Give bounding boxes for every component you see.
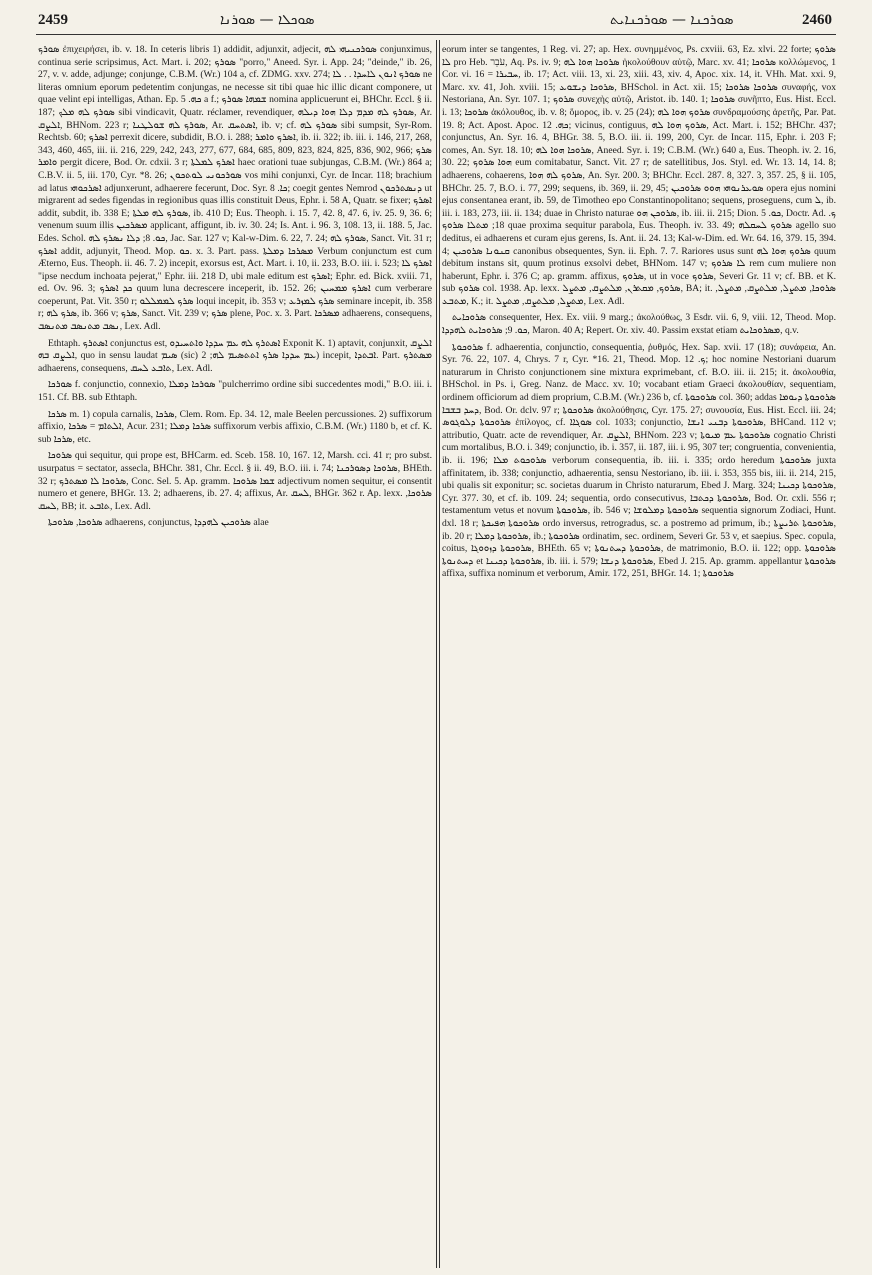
dictionary-entry: ܣܘܪܟܐ f. conjunctio, connexio, ܣܘܪܟܐ ܕܡܠܐ "pulcherrimo ordine sibi succedentes modi," B.O. iii. i. 151. Cf. BB. sub Ethtaph. bbox=[38, 379, 432, 404]
left-page-number: 2459 bbox=[38, 12, 68, 28]
dictionary-entry: ܣܪܘܟܘܬܐ f. adhaerentia, conjunctio, consequentia, ῥυθμός, Hex. Sap. xvii. 17 (18); συνάφεια, An. Syr. 76. 22, 107. 4, Chrys. 7 r, Cyr. *16. 21, Theod. Mop. ܟ. 12; hoc nomine Nestoriani duarum naturarum in Christo conjunctionem sine mixtura exprimebant, cf. B.O. iii. ii. 215; it. ἀκολουθία, BHSchol. in Ps. i, Greg. Nanz. de Macc. xv. 10; vocabant etiam Graeci ἀκολουθίαν, sequentiam, ordinem officiorum ad diem proprium, C.B.M. (Wr.) 236 b, cf. ܣܪܘܟܘܬܐ col. 360; addas ܣܪܘܟܘܬܐ ܕܝܘܡܐ ܕܚܕ ܒܫܒܐ, Bod. Or. dclv. 97 r; ܣܪܘܟܘܬܐ ἀκολούθησις, Cyr. 175. 27; συνουσία, Eus. Hist. Eccl. iii. 24; ܣܪܘܟܘܬܐ ܕܠܘܓܘܣ ἐπίλογος, cf. ܣܘܓܐܐ col. 1033; conjunctio, ܣܪܘܟܘܬܐ ܕܒܢܝ ܐܢܫܐ, BHCand. 112 v; attributio, Quatr. acte de revendiquer, Ar. ܐܠܨܩ, BHNom. 223 v; ܣܪܘܟܘܬܐ ܥܡ ܡܝܘܬܐ cognatio Christi cum mortalibus, B.O. i. 349; conjunctio, ib. i. 357, ii. 187, iii. i. 95, 307 ter; congruentia, convenientia, ib. ii. 196; ܣܪܘܟܘܬ ܡܠܐ verborum consequentia, ib. iii. i. 335; ordo heredum ܣܪܘܟܘܬܐ juxta affinitatem, ib. 338; conjunctio, adhaerentia, sensu Nestoriano, ib. iii. i. 353, 355 bis, iii. ii. 214, 215, ubi qualis sit exponitur; sc. societas duarum in Christo naturarum, Ebed J. Marg. 324; ܣܪܘܟܘܬܐ ܕܟܝܢܐ, Cyr. 377. 30, et cf. ib. 109. 24; sequentia, ordo consecutivus, ܣܪܘܟܘܬܐ ܕܟܬܒܐ, Bod. Or. cxli. 556 r; testamentum vetus et novum ܣܪܘܟܘܬܐ, ib. 546 v; ܣܪܘܟܘܬܐ ܕܡܠܘܫܐ sequentia signorum Zodiaci, Hunt. dxl. 18 r; ܣܪܘܟܘܬܐ ܗܦܝܟܬܐ ordo inversus, retrogradus, sc. a postremo ad primum, ib.; ܣܪܘܟܘܬܐ ܬܪܝܨܬܐ, ib. 20 r; ܣܪܘܟܘܬܐ ܕܡܠܐ, ib.; ܣܪܘܟܘܬܐ ordinatim, sec. ordinem, Severi Gr. 53 v, et saepius. Spec. copula, coitus, ܣܪܘܟܘܬܐ ܕܙܘܘܓܐ, BHEth. 65 v; ܣܪܘܟܘܬܐ ܕܚܬܢܘܬܐ, de matrimonio, B.O. ii. 122; opp. ܣܪܘܟܘܬܐ ܕܚܬܢܘܬܐ et ܣܪܘܟܘܬܐ ܕܟܝܢܐ, ib. iii. i. 579; ܣܪܘܟܘܬܐ ܕܢܫܐ, Ebed J. 215. Ap. gramm. appellantur ܣܪܘܟܘܬܐ affixa, suffixa nominum et verborum, Amir. 172, 251, BHGr. 14. 1; ܣܪܘܟܘܬܐ bbox=[442, 341, 836, 580]
left-column bbox=[38, 44, 432, 1264]
dictionary-entry: Ethtaph. ܐܣܬܪܟ conjunctus est, ܐܣܬܪܟ ܠܗ ܥܡ ܚܕܕܐ ܘܐܬܚܝܕܘ Exponit K. 1) aptavit, conjunxit, ܐܠܨܩ ܐܠܨܩ ܒܗ, quo in sensu laudat ܣܝܡ (sic) ܥܡ ܚܕܕܐ ܣܪܟ ܐܬܬܣܝܡ ܠܗ; 2) incepit, ܐܒܬܕܐ. Part. ܡܣܬܪܟ adhaerens, consequens, ܬܐܒܥ ܠܚܩ, Lex. Adl. bbox=[38, 337, 432, 374]
dictionary-entry: ܣܪܘܟܐ, ܣܪܘܟܬܐ adhaerens, conjunctus, ܣܪܘܟܝܢ ܠܗܕܕܐ alae bbox=[48, 517, 269, 529]
left-running-head: ܣܘܟܠܐ — ܣܘܪܢܐ bbox=[220, 12, 315, 28]
dictionary-entry: ܣܪܘܟܐܝܬ consequenter, Hex. Ex. viii. 9 marg.; ἀκολούθως, 3 Esdr. vii. 6, 9, viii. 12, Theod. Mop. ܟܘ. 9; ܣܪܘܟܐܝܬ ܠܗܕܕܐ, Maron. 40 A; Repert. Or. xiv. 40. Passim exstat etiam ܡܣܪܘܟܐܝܬ, q.v. bbox=[442, 312, 836, 337]
right-column bbox=[442, 44, 836, 1264]
dictionary-entry: ܣܘܪܟ ἐπιχειρήσει, ib. v. 18. In ceteris libris 1) addidit, adjunxit, adjecit, ܣܘܪܟܢܝܗܝ ܠܗ conjunximus, continua serie scripsimus, Act. Mart. i. 202; ܣܘܪܟ "porro," Aneed. Syr. i. App. 24; "deinde," ib. 26, 27, v. v. adde, adjunge; conjunge, C.B.M. (Wr.) 104 a, cf. ZDMG. xxv. 274; ܣܘܪܟ ܐܢܘܢ ܠܐܚܕܐ . . ܠܐ ne literas omnium eporum pedetentim conjungas, ne necesse sit tibi quae hic illic dicant componere, ut quae velint epi intelligas, Athan. Ep. ܟܗ. 5 a f.; ܫܡܗܐ ܣܘܪܟ nomina applicuerunt ei, BHChr. Eccl. § ii. 187; ܣܘܪܟ ܠܗ ܡܠܟ sibi vindicavit, Quatr. réclamer, revendiquer, ܣܘܪܟ ܠܗ ܡܕܡ ܕܠܐ ܗܘܐ ܕܝܠܗ, Ar. ܐܠܨܩ, BHNom. 223 r; ܣܘܪܟ ܠܗ ܫܘܠܛܢܐ, Ar. ܐܣܬܚܩ, ib. v; cf. ܣܘܪܟ ܠܗ sibi sumpsit, Syr-Rom. Rechtsb. 60; ܐܣܪܟ perrexit dicere, subdidit, B.O. i. 288; ܐܣܪܟ ܘܐܡܪ, ib. ii. 322; ib. iii. i. 146, 217, 268, 343, 460, 465, iii. ii. 216, 229, 242, 243, 277, 677, 684, 685, 809, 823, 824, 825, 836, 902, 966; ܣܪܟ ܘܐܡܪ pergit dicere, Bod. Or. cdxii. 3 r; ܐܣܪܟ ܠܡܠܬܐ haec orationi tuae subjungas, C.B.M. (Wr.) 864 a; C.B.V. ii. 5, iii. 170, Cyr. *8. 26; ܣܘܪܟܘܢܝ ܠܘܬܟܘܢ vos mihi conjunxi, Cyr. de Incar. 118; brachium ad latus ܐܣܪܟܘܗܝ adjunxerunt, adhaerere fecerunt, Doc. Syr. ܟܐ. 8; coegit gentes Nemrod ܕܢܣܬܪܟܘܢ ut migrarent ad sedes figendas in regionibus quas illis constituit Deus, Ephr. i. 58 A, Quatr. se fixer; ܐܣܪܟ addit, subdit, ib. 338 E; ܣܘܪܟ ܠܗ ܡܠܬܐ, ib. 410 D; Eus. Theoph. i. 15. 7, 42. 8, 47. 6, iv. 25. 9, 36. 6; venenum suum illis ܡܣܪܟܝܢ applicant, affigunt, ib. iv. 30. 24; Is. Ant. i. 96. 3, 108. 13, ii. 188. 5, Jac. Edes. Schol. ܟܘ. 8; ܕܠܐ ܢܣܪܟ ܠܗ, Jac. Sar. 127 v; Kal-w-Dim. 6. 22, 7. 24; ܣܘܪܟ ܠܗ, Sanct. Vit. 31 r; ܐܣܪܟ addit, adjunyit, Theod. Mop. ܟܘ. x. 3. Part. pass. ܡܣܪܟܐ ܕܡܠܬܐ Verbum conjunctum est cum Æterno, Eus. Theoph. ii. 46. 7. 2) incepit, exorsus est, Act. Mart. i. 10, ii. 233, B.O. iii. i. 523; ܐܣܪܟ ܠܐ "ipse necdum inchoata pejerat," Ephr. iii. 218 D, ubi male editum est ܐܣܪܟ; Ephr. ed. Bick. xviii. 71, ed. Ov. 96. 3; ܟܕ ܐܣܪܟ quum luna decrescere inceperit, ib. 152. 26; ܐܣܪܟ ܡܡܚܝܢ cum verberare coeperunt, Pat. Vit. 350 r; ܣܪܟ ܠܡܡܠܠܘ loqui incepit, ib. 353 v; ܣܪܟ ܠܡܙܪܥ seminare incepit, ib. 358 r; ܣܪܟ ܠܗ, ib. 366 v; ܣܪܟ, Sanct. Vit. 239 v; ܣܪܟ plene, Poc. x. 3. Part. ܡܣܪܟܐ adhaerens, consequens, ܢܣܒ ܡܬܢܣܒ ܡܬܢܣܒ, Lex. Adl. bbox=[38, 44, 432, 333]
header-rule bbox=[36, 34, 836, 35]
right-running-head: ܣܘܪܟܢܐ — ܣܘܪܟܢܐܝܬ bbox=[610, 12, 734, 28]
right-page-number: 2460 bbox=[802, 12, 832, 28]
dictionary-entry: ܣܪܟܐ m. 1) copula carnalis, ܣܪܟܐ, Clem. Rom. Ep. 34. 12, male Beelen percussiones. 2) suffixorum affixio, ܐܠܬܐܡ = ܣܪܟܐ, Acur. 231; ܣܪܟܐ ܕܡܠܐ suffixorum verbis affixio, C.B.M. (Wr.) 1180 b, et cf. K. sub ܣܪܟܐ, etc. bbox=[38, 408, 432, 445]
column-divider bbox=[436, 40, 437, 1268]
dictionary-entry: ܣܪܘܟܐ qui sequitur, qui prope est, BHCarm. ed. Sceb. 158. 10, 167. 12, Marsh. cci. 41 r; pro subst. usurpatus = sectator, assecla, BHChr. 381, Chr. Eccl. § ii. 49, B.O. iii. i. 74; ܣܪܘܟܐ ܕܣܘܪܟܢܐ, BHEth. 32 r; ܣܪܘܟܐ ܠܐ ܡܣܬܪܟ, Conc. Sel. 5. Ap. gramm. ܫܡܐ ܣܪܘܟܐ adjectivum nomen sequitur, ei consentit numero et genere, BHGr. 13. 2; adhaerens, ib. 27. 4; affixus, Ar. ܠܚܩ, BHGr. 362 r. Ap. lexx. ܣܪܘܟܐ, ܠܚܩ, BB; it. ܬܐܒܥ, Lex. Adl. bbox=[38, 450, 432, 512]
dictionary-entry: eorum inter se tangentes, 1 Reg. vi. 27; ap. Hex. συνημμένος, Ps. cxviii. 63, Ez. xlvi. 22 forte; ܣܪܘܟ ܠܐ pro Heb. עֹבֵר, Aq. Ps. iv. 9; ܣܪܘܟܐ ܗܘܐ ܠܗ ἠκολούθουν αὐτῷ, Marc. xv. 41; ܣܪܘܟܐ κολλώμενος, 1 Cor. vi. 16 = ܚܒܝܪܐ, ib. 17; Act. viii. 13, xi. 23, xiii. 43, xiv. 4, Apoc. xix. 14, it. VHh. Mat. xxi. 9, Marc. xv. 41, Joh. xviii. 15; ܣܪܘܟܐ ܕܝܫܘܥ, BHSchol. in Act. xii. 15; ܣܪܘܟܐ ܣܪܘܟܐ συναφής, vox Nestoriana, An. Syr. 107. 1; ܣܪܘܟ συνεχὴς αὐτῷ, Aristot. ib. 140. 1; ܣܪܘܟܐ συνῆπτο, Eus. Hist. Eccl. i. 13; ܣܪܘܟܐ ἀκόλουθος, ib. v. 8; ὅμορος, ib. v. 25 (24); ܣܪܘܟ ܗܘܐ ܠܗ συνδραμούσης ἀρετῆς, Par. Pat. 19. 8; Act. Apost. Apoc. ܟܗ. 12; vicinus, contiguus, ܣܪܘܟ ܗܘܐ ܠܗ, Act. Mart. i. 152; BHChr. 437; conjunctus, An. Syr. 16. 4, BHGr. 38. 5, B.O. iii. ii. 199, 200, Cyr. de Incar. 115, Ephr. i. 203 F; comes, An. Syr. 18. 10; ܣܪܘܟܐ ܗܘܐ ܠܗ, Aneed. Syr. i. 19; C.B.M. (Wr.) 640 a, Eus. Theoph. iv. 2. 16, 30. 22; ܗܘܐ ܣܪܘܟ eum comitabatur, Sanct. Vit. 27 r; de satellitibus, Jos. Styl. ed. Wr. 13. 14, 14. 8; adhaerens, cohaerens, ܣܪܘܟ ܠܗ ܗܘܐ, An. Syr. 200. 3; BHChr. Eccl. 287. 8, 327. 3, 357. 25, § ii. 105, BHChr. 25. 7, B.O. i. 77, 299; sequens, ib. 369, ii. 29, 45; ܣܘܥܪܢܘܗܝ ܗܘܘ ܣܪܘܟܝܢ opera ejus nomini ejus consentanea erant, ib. 59, de Timotheo epo Constantinopolitano; sequens, proseguens, cum ܠ, ib. iii. i. 183, 273, iii. ii. 134; duae in Christo naturae ܣܪܘܟܢ ܗܘ, ib. iii. ii. 215; Dion. ܟܘ. 5, Doctr. Ad. ܟ. 18; ܡܬܠܐ ܣܪܘܟ quae proxima sequitur parabola, Eus. Theoph. iv. 33. 49; ܣܪܘܟ ܠܚܩܠܗ agello suo deditus, ei adhaerens et curam ejus gerens, Is. Ant. ii. 24. 13; Kal-w-Dim. ed. Wr. 64. 16, 379. 15, 394. 4; ܩܢܘܢܐ ܣܪܘܟܝܢ canonibus obsequentes, Syn. ii. Eph. 7. 7. Rariores usus sunt ܣܪܘܟ ܗܘܐ ܠܗ quum debitum instans sit, quum protinus exsolvi debet, BHNom. 147 v; ܠܐ ܣܪܘܟ rem cum muliere non haberunt, Ephr. i. 376 C; ap. gramm. affixus, ܣܪܘܟ, ut in voce ܣܪܘܟ, Severi Gr. 11 v; cf. BB. et K. sub ܣܪܘܟ col. 1938. Ap. lexx. ܣܪܘܟ, ܡܩܬܪܢ, ܡܠܬܨܩ, ܡܬܨܠ, BA; it. ܣܪܘܟܐ, ܡܬܨܠ, ܡܠܬܨܩ, ܡܬܨܠ, ܡܬܒܥ, K.; it. ܡܬܨܠ, ܡܠܬܨܩ, ܡܬܨܠ, Lex. Adl. bbox=[442, 44, 836, 307]
page-header bbox=[0, 0, 872, 40]
